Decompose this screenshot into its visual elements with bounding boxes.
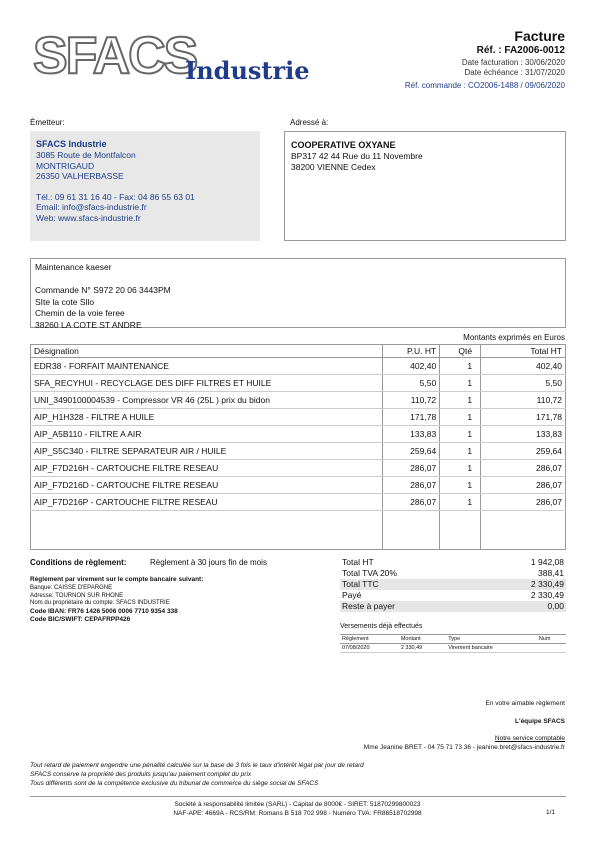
table-row [31,494,566,511]
item-total-ht: 259,64 [481,443,566,460]
signature-greeting: En votre aimable règlement [485,700,565,707]
item-designation: AIP_A5B110 - FILTRE A AIR [31,426,383,443]
payments-col: Type [446,635,537,644]
payments-title: Versements déjà effectués [340,623,423,630]
item-designation: UNI_3490100004539 - Compressor VR 46 (25L ) prix du bidon [31,392,383,409]
total-row [340,557,566,568]
maintenance-line: SIte la cote Sllo [35,296,95,307]
col-designation: Désignation [31,345,383,358]
recipient-address-line: BP317 42 44 Rue du 11 Novembre [291,151,423,161]
payments-col: Num [537,635,566,644]
bank-line: Banque: CAISSE D'EPARGNE [30,585,113,591]
item-pu-ht: 402,40 [383,358,440,375]
payments-block [340,623,566,653]
item-qty: 1 [440,392,481,409]
notice-line: SFACS conserve la propriété des produits jusqu'au paiement complet du prix [30,771,252,778]
items-table [30,344,566,550]
table-row [31,358,566,375]
table-row [31,409,566,426]
item-qty: 1 [440,494,481,511]
item-designation: AIP_F7D216H - CARTOUCHE FILTRE RESEAU [31,460,383,477]
total-row [340,579,566,590]
emitter-name: SFACS Industrie [36,139,107,149]
item-designation: AIP_H1H328 - FILTRE A HUILE [31,409,383,426]
notice-line: Tout retard de paiement engendre une pénalité calculée sur la base de 3 fois le taux d'intérêt légal par jour de retard [30,762,364,769]
bank-iban: Code IBAN: FR76 1426 5006 0006 7710 9354 338 [30,607,178,615]
page-number: 1/1 [545,809,555,816]
item-total-ht: 5,50 [481,375,566,392]
item-designation: AIP_F7D216D - CARTOUCHE FILTRE RESEAU [31,477,383,494]
emitter-label: Émetteur: [30,118,65,127]
payments-col: Montant [399,635,446,644]
item-qty: 1 [440,426,481,443]
total-value: 388,41 [538,568,564,578]
item-designation: AIP_F7D216P - CARTOUCHE FILTRE RESEAU [31,494,383,511]
total-value: 1 942,08 [530,557,564,567]
recipient-label: Adressé à: [290,118,329,127]
item-pu-ht: 133,83 [383,426,440,443]
emitter-address-line: 26350 VALHERBASSE [36,171,124,181]
conditions-label: Conditions de règlement: [30,558,127,567]
table-header-row [31,345,566,358]
signature-contact: Mme Jeanine BRET - 04 75 71 73 36 - jeanine.bret@sfacs-industrie.fr [363,744,565,751]
item-pu-ht: 286,07 [383,460,440,477]
item-qty: 1 [440,358,481,375]
invoice-header [405,28,565,91]
emitter-email: Email: info@sfacs-industrie.fr [36,202,147,212]
doc-title: Facture [514,28,565,44]
maintenance-line: Maintenance kaeser [35,262,112,272]
item-qty: 1 [440,375,481,392]
total-row [340,590,566,601]
payments-col: Règlement [340,635,399,644]
notice-line: Tous différents sont de la compétence exclusive du tribunal de commerce du siège social de SFACS [30,780,319,787]
maintenance-line: Chemin de la voie feree [35,308,125,318]
logo-main-text: SFACS [33,27,197,85]
invoice-ref: Réf. : FA2006-0012 [476,45,565,56]
total-label: Total TVA 20% [342,568,397,578]
item-total-ht: 286,07 [481,494,566,511]
recipient-address-line: 38200 VIENNE Cedex [291,162,376,172]
date-echeance: Date échéance : 31/07/2020 [464,68,565,77]
total-label: Total HT [342,557,374,567]
signature-service: Notre service comptable [494,735,565,742]
ref-commande: Réf. commande : CO2006-1488 / 09/06/2020 [404,81,565,90]
company-logo [33,28,323,88]
item-designation: EDR38 - FORFAIT MAINTENANCE [31,358,383,375]
item-total-ht: 171,78 [481,409,566,426]
table-row [31,392,566,409]
totals-block [340,557,566,612]
item-designation: SFA_RECYHUI - RECYCLAGE DES DIFF FILTRES ET HUILE [31,375,383,392]
item-total-ht: 110,72 [481,392,566,409]
table-filler-row [31,511,566,550]
bank-bic: Code BIC/SWIFT: CEPAFRPP426 [30,615,131,623]
item-total-ht: 133,83 [481,426,566,443]
table-row [31,375,566,392]
table-row [31,477,566,494]
footer-line-1: Société à responsabilité limitée (SARL) - Capital de 8000€ - SIRET: 51870299800023 [174,801,421,808]
logo-sub-text: Industrie [185,56,310,85]
recipient-name: COOPERATIVE OXYANE [291,140,396,150]
signature-team: L'équipe SFACS [515,718,565,725]
col-pu-ht: P.U. HT [383,345,440,358]
emitter-web: Web: www.sfacs-industrie.fr [36,212,141,223]
currency-note: Montants exprimés en Euros [463,333,565,342]
item-pu-ht: 171,78 [383,409,440,426]
total-label: Total TTC [342,579,379,589]
table-row [31,443,566,460]
item-total-ht: 402,40 [481,358,566,375]
emitter-address-line: 3085 Route de Montfalcon [36,150,136,160]
payment-row [340,644,566,653]
payment-num [537,644,566,653]
payments-table [340,634,566,653]
total-label: Payé [342,590,362,600]
table-row [31,460,566,477]
item-qty: 1 [440,409,481,426]
emitter-address-line: MONTRIGAUD [36,160,95,171]
item-qty: 1 [440,460,481,477]
bank-details [30,585,330,608]
total-value: 2 330,49 [530,590,564,600]
item-pu-ht: 259,64 [383,443,440,460]
recipient-box [284,131,566,241]
footer-divider [30,796,566,797]
item-pu-ht: 286,07 [383,477,440,494]
total-value: 2 330,49 [530,579,564,589]
legal-footer [0,800,595,818]
total-label: Reste à payer [342,601,395,611]
date-facturation: Date facturation : 30/06/2020 [461,58,565,67]
item-pu-ht: 5,50 [383,375,440,392]
item-total-ht: 286,07 [481,477,566,494]
payment-conditions [30,558,330,624]
maintenance-line [35,274,561,286]
maintenance-line: 38260 LA COTE ST ANDRE [35,319,142,330]
item-pu-ht: 286,07 [383,494,440,511]
bank-line: Adresse: TOURNON SUR RHONE [30,592,124,599]
emitter-box [30,131,260,241]
item-pu-ht: 110,72 [383,392,440,409]
item-qty: 1 [440,477,481,494]
bank-title: Règlement par virement sur le compte bancaire suivant: [30,576,204,583]
maintenance-line: Commande N° S972 20 06 3443PM [35,285,171,295]
item-total-ht: 286,07 [481,460,566,477]
payment-date: 07/08/2020 [340,644,399,653]
total-value: 0,00 [547,601,564,611]
item-qty: 1 [440,443,481,460]
conditions-value: Règlement à 30 jours fin de mois [150,558,267,567]
maintenance-box [30,258,566,328]
late-payment-notice [30,761,430,788]
bank-line: Nom du propriétaire du compte: SFACS INDUSTRIE [30,600,170,606]
payment-type: Virement bancaire [446,644,537,653]
emitter-phone: Tél.: 09 61 31 16 40 - Fax: 04 86 55 63 01 [36,191,195,202]
footer-line-2: NAF-APE: 4669A - RCS/RM: Romans B 518 702 998 - Numéro TVA: FR86518702998 [173,810,422,817]
total-row [340,601,566,612]
col-qty: Qté [440,345,481,358]
payment-amount: 2 330,49 [399,644,446,653]
col-total-ht: Total HT [481,345,566,358]
item-designation: AIP_S5C340 - FILTRE SEPARATEUR AIR / HUILE [31,443,383,460]
total-row [340,568,566,579]
table-row [31,426,566,443]
